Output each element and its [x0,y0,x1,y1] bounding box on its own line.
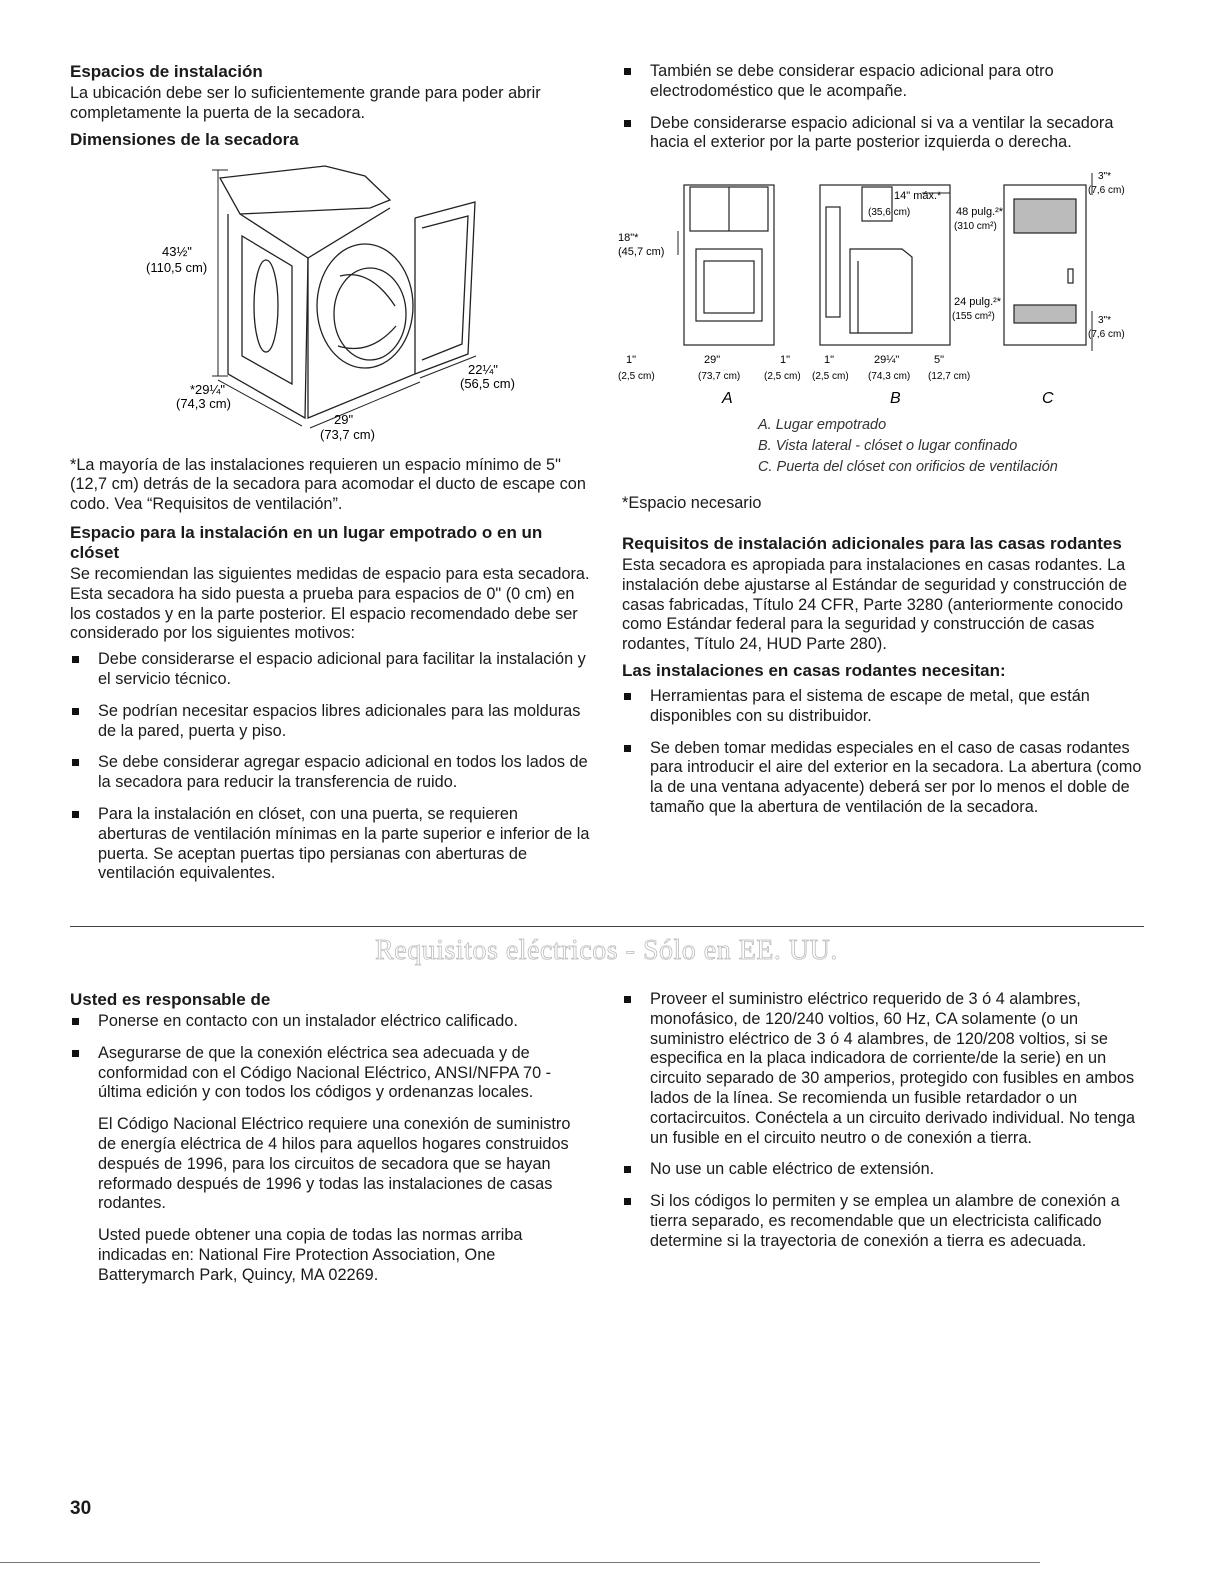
bullet-icon [624,1198,631,1205]
closet-clearance-diagram [612,165,1132,411]
fig-b-cm-2: (74,3 cm) [868,371,911,383]
electrical-left-column [70,990,590,1290]
fig-b-top: 14" máx.* [894,190,942,203]
bullet-icon [72,811,79,818]
dim-depth-in: *29¼" [190,381,225,397]
fig-a-in-1: 1" [626,354,637,367]
dims-heading: Dimensiones de la secadora [70,129,299,149]
list-item: Proveer el suministro eléctrico requerido de 3 ó 4 alambres, monofásico, de 120/240 voltios, 60 Hz, CA solamente (o un suministro eléctrico de 3 ó 4 alambres, de 120/208 voltios, si se especifica en la placa indicadora de corriente/de la serie) en un circuito separado de 30 amperios, protegido con fusibles en ambos lados de la línea. Se recomienda un fusible retardador o un cortacircuitos. Conéctela a un circuito derivado individual. No tenga un fusible en el circuito neutro o de conexión a tierra. [622,990,1142,1148]
bullet-icon [72,1050,79,1057]
fig-c-top-in: 3"* [1098,171,1112,183]
dim-door-in: 22¼" [468,361,498,377]
figure-footnote: *Espacio necesario [622,494,762,513]
fig-b-cm-1: (2,5 cm) [812,371,849,383]
fig-a-cm-2: (73,7 cm) [698,371,741,383]
fig-letter-b: B [890,390,901,408]
dryer-dimensions-diagram [70,156,590,448]
fig-a-in-3: 1" [780,354,791,367]
caption-a: A. Lugar empotrado [758,417,887,434]
dim-width-in: 29" [334,411,354,427]
bullet-icon [624,996,631,1003]
fig-b-in-2: 29¼" [874,354,900,367]
fig-b-top-cm: (35,6 cm) [868,207,911,219]
fig-letter-c: C [1042,390,1054,408]
dim-door-cm: (56,5 cm) [460,375,515,391]
list-item: No use un cable eléctrico de extensión. [622,1160,1142,1180]
electrical-section-title: Requisitos eléctricos - Sólo en EE. UU. [375,935,838,966]
list-item: También se debe considerar espacio adicional para otro electrodoméstico que le acompañe. [622,62,1142,102]
bullet-icon [624,745,631,752]
list-item: Debe considerarse el espacio adicional para facilitar la instalación y el servicio técnico. [70,650,590,690]
fig-a-cm-3: (2,5 cm) [764,371,801,383]
install-right-column [618,62,1142,830]
list-item: Asegurarse de que la conexión eléctrica sea adecuada y de conformidad con el Código Nacional Eléctrico, ANSI/NFPA 70 - última edición y con todos los códigos y ordenanzas locales. [70,1044,590,1103]
list-item: Se podrían necesitar espacios libres adicionales para las molduras de la pared, puerta y piso. [70,702,590,742]
bullet-icon [72,708,79,715]
list-item: Se deben tomar medidas especiales en el caso de casas rodantes para introducir el aire del exterior en la secadora. La abertura (como la de una ventana adyacente) deberá ser por lo menos el doble de tamaño que la abertura de ventilación de la secadora. [622,739,1142,818]
list-item: Se debe considerar agregar espacio adicional en todos los lados de la secadora para reducir la transferencia de ruido. [70,753,590,793]
fig-letter-a: A [722,390,733,408]
list-item: Herramientas para el sistema de escape de metal, que están disponibles con su distribuidor. [622,687,1142,727]
install-note: *La mayoría de las instalaciones requieren un espacio mínimo de 5" (12,7 cm) detrás de la secadora para acomodar el ducto de escape con codo. Vea “Requisitos de ventilación”. [70,455,586,514]
fig-b-in-3: 5" [934,354,945,367]
list-item: Si los códigos lo permiten y se emplea un alambre de conexión a tierra separado, es recomendable que un electricista calificado determine si la trayectoria de conexión a tierra es adecuada. [622,1192,1142,1251]
bullet-icon [72,656,79,663]
dim-depth-cm: (74,3 cm) [176,395,231,411]
fig-c-top-cm: (7,6 cm) [1088,185,1125,197]
electrical-para-1: El Código Nacional Eléctrico requiere una conexión de suministro de energía eléctrica de 4 hilos para aquellos hogares construidos después de 1996, para los circuitos de secadora que se hayan reformado después de 1996 y todas las instalaciones de casas rodantes. [98,1115,571,1213]
caption-c: C. Puerta del clóset con orificios de ventilación [758,459,1058,476]
electrical-para-2: Usted puede obtener una copia de todas las normas arriba indicadas en: National Fire Protection Association, One Batterymarch Park, Quincy, MA 02269. [98,1226,523,1284]
fig-vent-bottom-cm: (155 cm²) [952,311,995,323]
mobile-heading: Requisitos de instalación adicionales para las casas rodantes [622,533,1122,553]
bullet-icon [624,1166,631,1173]
bullet-icon [624,120,631,127]
list-item: Ponerse en contacto con un instalador eléctrico calificado. [70,1012,590,1032]
bullet-icon [72,759,79,766]
fig-vent-top-cm: (310 cm²) [954,221,997,233]
fig-c-bottom-in: 3"* [1098,315,1112,327]
figure-captions [758,415,1142,478]
fig-a-in-2: 29" [704,354,721,367]
fig-b-cm-3: (12,7 cm) [928,371,971,383]
dim-height-cm: (110,5 cm) [146,259,208,275]
caption-b: B. Vista lateral - clóset o lugar confinado [758,438,1018,455]
electrical-left-bullet-list [70,1012,590,1103]
electrical-heading: Usted es responsable de [70,990,271,1009]
recess-heading: Espacio para la instalación en un lugar empotrado o en un clóset [70,522,543,562]
mobile-text: Esta secadora es apropiada para instalaciones en casas rodantes. La instalación debe ajustarse al Estándar de seguridad y construcción de casas fabricadas, Título 24 CFR, Parte 3280 (anteriormente conocido como Estándar federal para la seguridad y construcción de casas rodantes, Título 24, HUD Parte 280). [622,555,1128,654]
dim-width-cm: (73,7 cm) [320,426,375,442]
mobile-sub-heading: Las instalaciones en casas rodantes necesitan: [622,660,1006,680]
install-intro: La ubicación debe ser lo suficientemente grande para poder abrir completamente la puerta de la secadora. [70,84,541,122]
install-heading: Espacios de instalación [70,62,263,81]
install-left-column [70,62,590,896]
bullet-icon [72,1018,79,1025]
electrical-right-bullet-list [622,990,1142,1252]
bullet-icon [624,693,631,700]
recess-bullet-list [70,650,590,884]
fig-vent-top: 48 pulg.²* [956,206,1004,219]
mobile-bullet-list [622,687,1142,818]
fig-a-top-in: 18"* [618,232,639,245]
bullet-icon [624,68,631,75]
electrical-right-column [622,990,1142,1264]
fig-vent-bottom: 24 pulg.²* [954,296,1002,309]
fig-a-cm-1: (2,5 cm) [618,371,655,383]
list-item: Para la instalación en clóset, con una puerta, se requieren aberturas de ventilación mínimas en la parte superior e inferior de la puerta. Se aceptan puertas tipo persianas con aberturas de ventilación equivalentes. [70,805,590,884]
fig-b-in-1: 1" [824,354,835,367]
page-number: 30 [70,1498,92,1519]
recess-text: Se recomiendan las siguientes medidas de espacio para esta secadora. Esta secadora ha sido puesta a prueba para espacios de 0" (0 cm) en los costados y en la parte posterior. El espacio recomendado debe ser considerado por los siguientes motivos: [70,564,590,643]
fig-a-top-cm: (45,7 cm) [618,246,665,259]
fig-c-bottom-cm: (7,6 cm) [1088,329,1125,341]
bottom-rule [0,1562,1040,1563]
extra-space-bullet-list [622,62,1142,153]
section-divider [70,926,1144,927]
dim-height-in: 43½" [162,243,192,259]
list-item: Debe considerarse espacio adicional si va a ventilar la secadora hacia el exterior por la parte posterior izquierda o derecha. [622,114,1142,154]
